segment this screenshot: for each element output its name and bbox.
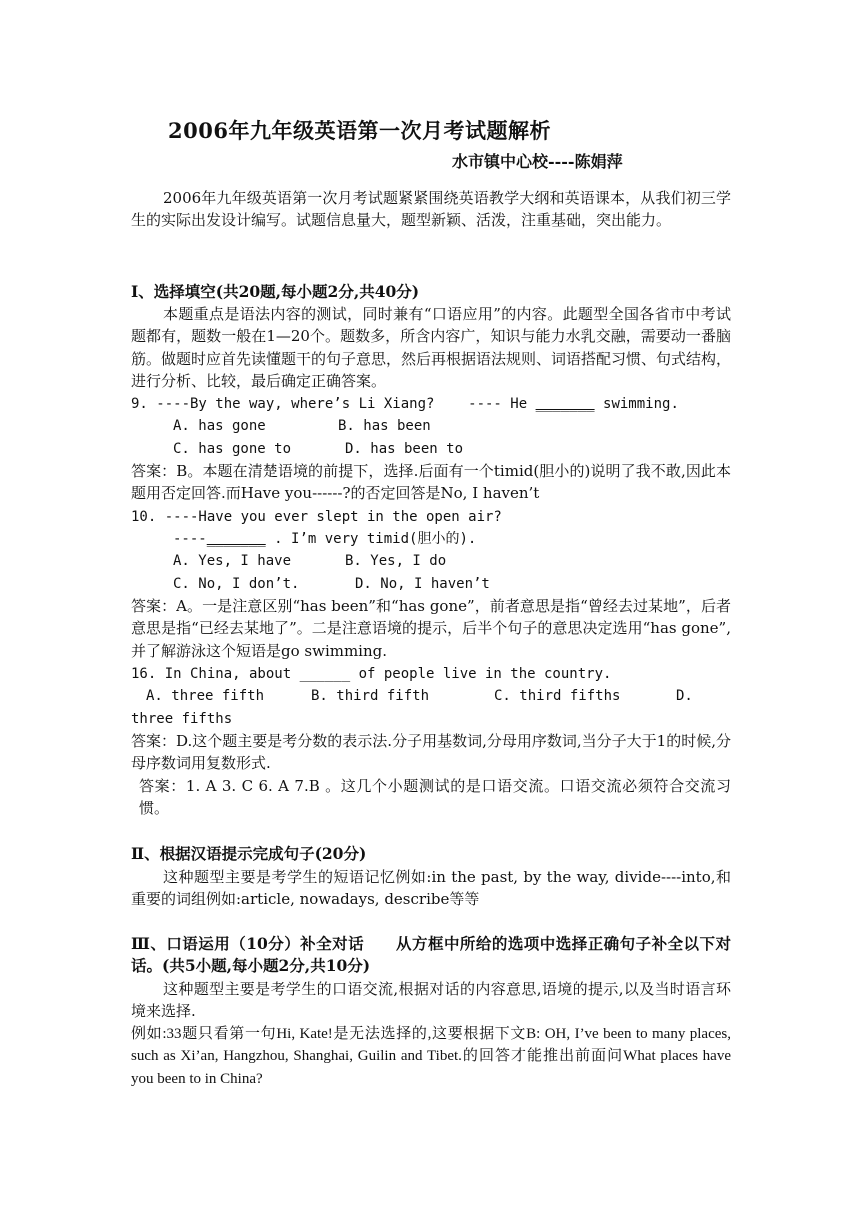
section-3-example: 例如:33题只看第一句Hi, Kate!是无法选择的,这要根据下文B: OH, I’ve been to many places, such as Xi’an, Hangzhou, Shanghai, Guilin and Tibet.的回答才能推出前面问What places have you been to in China? [131,1026,731,1087]
intro-paragraph: 2006年九年级英语第一次月考试题紧紧围绕英语教学大纲和英语课本，从我们初三学生的实际出发设计编写。试题信息量大，题型新颖、活泼，注重基础，突出能力。 [131,189,731,230]
option-c: C. No, I don’t. [173,576,300,592]
question-9-stem: 9. ----By the way, where’s Li Xiang? ---- He _______ swimming. [131,396,679,412]
option-d-text: three fifths [131,711,233,727]
answer-blank: _______ [535,396,595,412]
option-b: B. third fifth [311,688,430,704]
option-c: C. third fifths [494,688,621,704]
section-3-heading: Ⅲ、口语运用（10分）补全对话 从方框中所给的选项中选择正确句子补全以下对话。(共5小题,每小题2分,共10分) [131,934,731,976]
question-9-answer: 答案：B。本题在清楚语境的前提下，选择.后面有一个timid(胆小的)说明了我不敢,因此本题用否定回答.而Have you------?的否定回答是No, I haven’t [131,462,731,503]
option-b: B. Yes, I do [345,553,447,569]
section-1-summary: 答案：1. A 3. C 6. A 7.B 。这几个小题测试的是口语交流。口语交流必须符合交流习惯。 [139,777,731,818]
author-line: 水市镇中心校----陈娟萍 [452,152,623,171]
question-16-stem: 16. In China, about ______ of people live in the country. [131,666,612,682]
section-2-heading: Ⅱ、根据汉语提示完成句子(20分) [131,844,367,863]
option-d: D. has been to [345,441,464,457]
section-3-paragraph: 这种题型主要是考学生的口语交流,根据对话的内容意思,语境的提示,以及当时语言环境来选择. [131,980,731,1021]
section-1-paragraph: 本题重点是语法内容的测试，同时兼有“口语应用”的内容。此题型全国各省市中考试题都有，题数一般在1—20个。题数多，所含内容广，知识与能力水乳交融，需要动一番脑筋。做题时应首先读懂题干的句子意思，然后再根据语法规则、词语搭配习惯、句式结构，进行分析、比较，最后确定正确答案。 [131,305,732,391]
question-10-answer: 答案：A。一是注意区别“has been”和“has gone”，前者意思是指“曾经去过某地”，后者意思是指“已经去某地了”。二是注意语境的提示，后半个句子的意思决定选用“has gone”,并了解游泳这个短语是go swimming. [131,597,731,660]
option-b: B. has been [338,418,431,434]
section-2-paragraph: 这种题型主要是考学生的短语记忆例如:in the past, by the way, divide----into,和重要的词组例如:article, nowadays, describe等等 [131,868,731,909]
option-c: C. has gone to [173,441,292,457]
option-d: D. [676,688,693,704]
option-a: A. Yes, I have [173,553,292,569]
question-10-reply: ----_______ . I’m very timid(胆小的). [173,531,477,547]
question-10-stem: 10. ----Have you ever slept in the open air? [131,509,502,525]
question-16-answer: 答案：D.这个题主要是考分数的表示法.分子用基数词,分母用序数词,当分子大于1的时候,分母序数词用复数形式. [131,732,731,773]
option-a: A. has gone [173,418,266,434]
section-1-heading: Ⅰ、选择填空(共20题,每小题2分,共40分) [131,282,420,301]
page-title: 2006年九年级英语第一次月考试题解析 [168,118,551,143]
option-a: A. three fifth [146,688,265,704]
option-d: D. No, I haven’t [355,576,490,592]
answer-blank: _______ [206,531,266,547]
